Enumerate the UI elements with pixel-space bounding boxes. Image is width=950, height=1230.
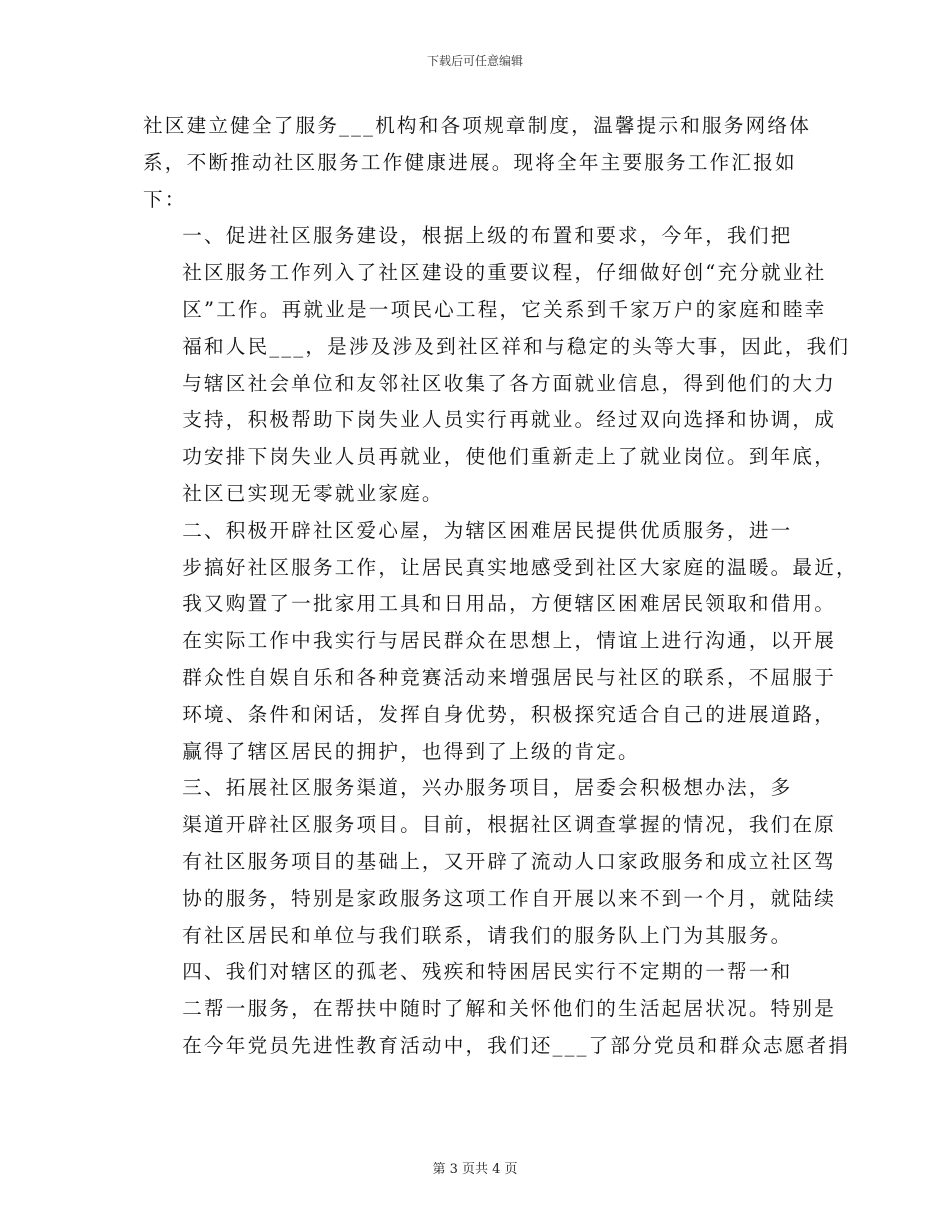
paragraph-section-2 (143, 513, 858, 771)
text-line: 在实际工作中我实行与居民群众在思想上，情谊上进行沟通，以开展 (182, 629, 836, 653)
text-line: 在今年党员先进性教育活动中，我们还___了部分党员和群众志愿者捐 (182, 1033, 851, 1057)
text-line: 二帮一服务，在帮扶中随时了解和关怀他们的生活起居状况。特别是 (182, 997, 836, 1021)
text-line: 系，不断推动社区服务工作健康进展。现将全年主要服务工作汇报如 (143, 150, 797, 174)
text-line: 协的服务，特别是家政服务这项工作自开展以来不到一个月，就陆续 (182, 886, 836, 910)
text-line: 一、促进社区服务建设，根据上级的布置和要求，今年，我们把 (182, 224, 793, 248)
text-line: 环境、条件和闲话，发挥自身优势，积极探究适合自己的进展道路， (182, 702, 836, 726)
text-line: 有社区居民和单位与我们联系，请我们的服务队上门为其服务。 (182, 923, 793, 947)
text-line: 我又购置了一批家用工具和日用品，方便辖区困难居民领取和借用。 (182, 592, 836, 616)
document-body (143, 108, 858, 1065)
paragraph-section-3 (143, 770, 836, 954)
page-footer: 第 3 页共 4 页 (432, 1162, 518, 1177)
text-line: 三、拓展社区服务渠道，兴办服务项目，居委会积极想办法，多 (182, 776, 793, 800)
text-line: 福和人民___，是涉及涉及到社区祥和与稳定的头等大事，因此，我们 (182, 334, 851, 358)
text-line: 功安排下岗失业人员再就业，使他们重新走上了就业岗位。到年底， (182, 445, 836, 469)
text-line: 社区建立健全了服务___机构和各项规章制度，温馨提示和服务网络体 (143, 114, 812, 137)
paragraph-section-4 (143, 954, 851, 1064)
text-line: 四、我们对辖区的孤老、残疾和特困居民实行不定期的一帮一和 (182, 960, 793, 984)
text-line: 有社区服务项目的基础上，又开辟了流动人口家政服务和成立社区驾 (182, 849, 836, 873)
text-line: 区”工作。再就业是一项民心工程，它关系到千家万户的家庭和睦幸 (182, 297, 827, 321)
paragraph-section-1 (143, 218, 851, 512)
text-line: 与辖区社会单位和友邻社区收集了各方面就业信息，得到他们的大力 (182, 371, 836, 395)
text-line: 下： (143, 187, 187, 211)
text-line: 支持，积极帮助下岗失业人员实行再就业。经过双向选择和协调，成 (182, 408, 836, 432)
text-line: 社区已实现无零就业家庭。 (182, 481, 444, 505)
paragraph-intro (143, 108, 812, 218)
text-line: 二、积极开辟社区爱心屋，为辖区困难居民提供优质服务，进一 (182, 518, 793, 542)
text-line: 社区服务工作列入了社区建设的重要议程，仔细做好创“充分就业社 (182, 261, 827, 285)
page-header: 下载后可任意编辑 (426, 54, 523, 68)
text-line: 渠道开辟社区服务项目。目前，根据社区调查掌握的情况，我们在原 (182, 813, 836, 837)
text-line: 群众性自娱自乐和各种竞赛活动来增强居民与社区的联系，不屈服于 (182, 665, 836, 689)
text-line: 赢得了辖区居民的拥护，也得到了上级的肯定。 (182, 739, 640, 763)
text-line: 步搞好社区服务工作，让居民真实地感受到社区大家庭的温暖。最近， (182, 555, 858, 579)
